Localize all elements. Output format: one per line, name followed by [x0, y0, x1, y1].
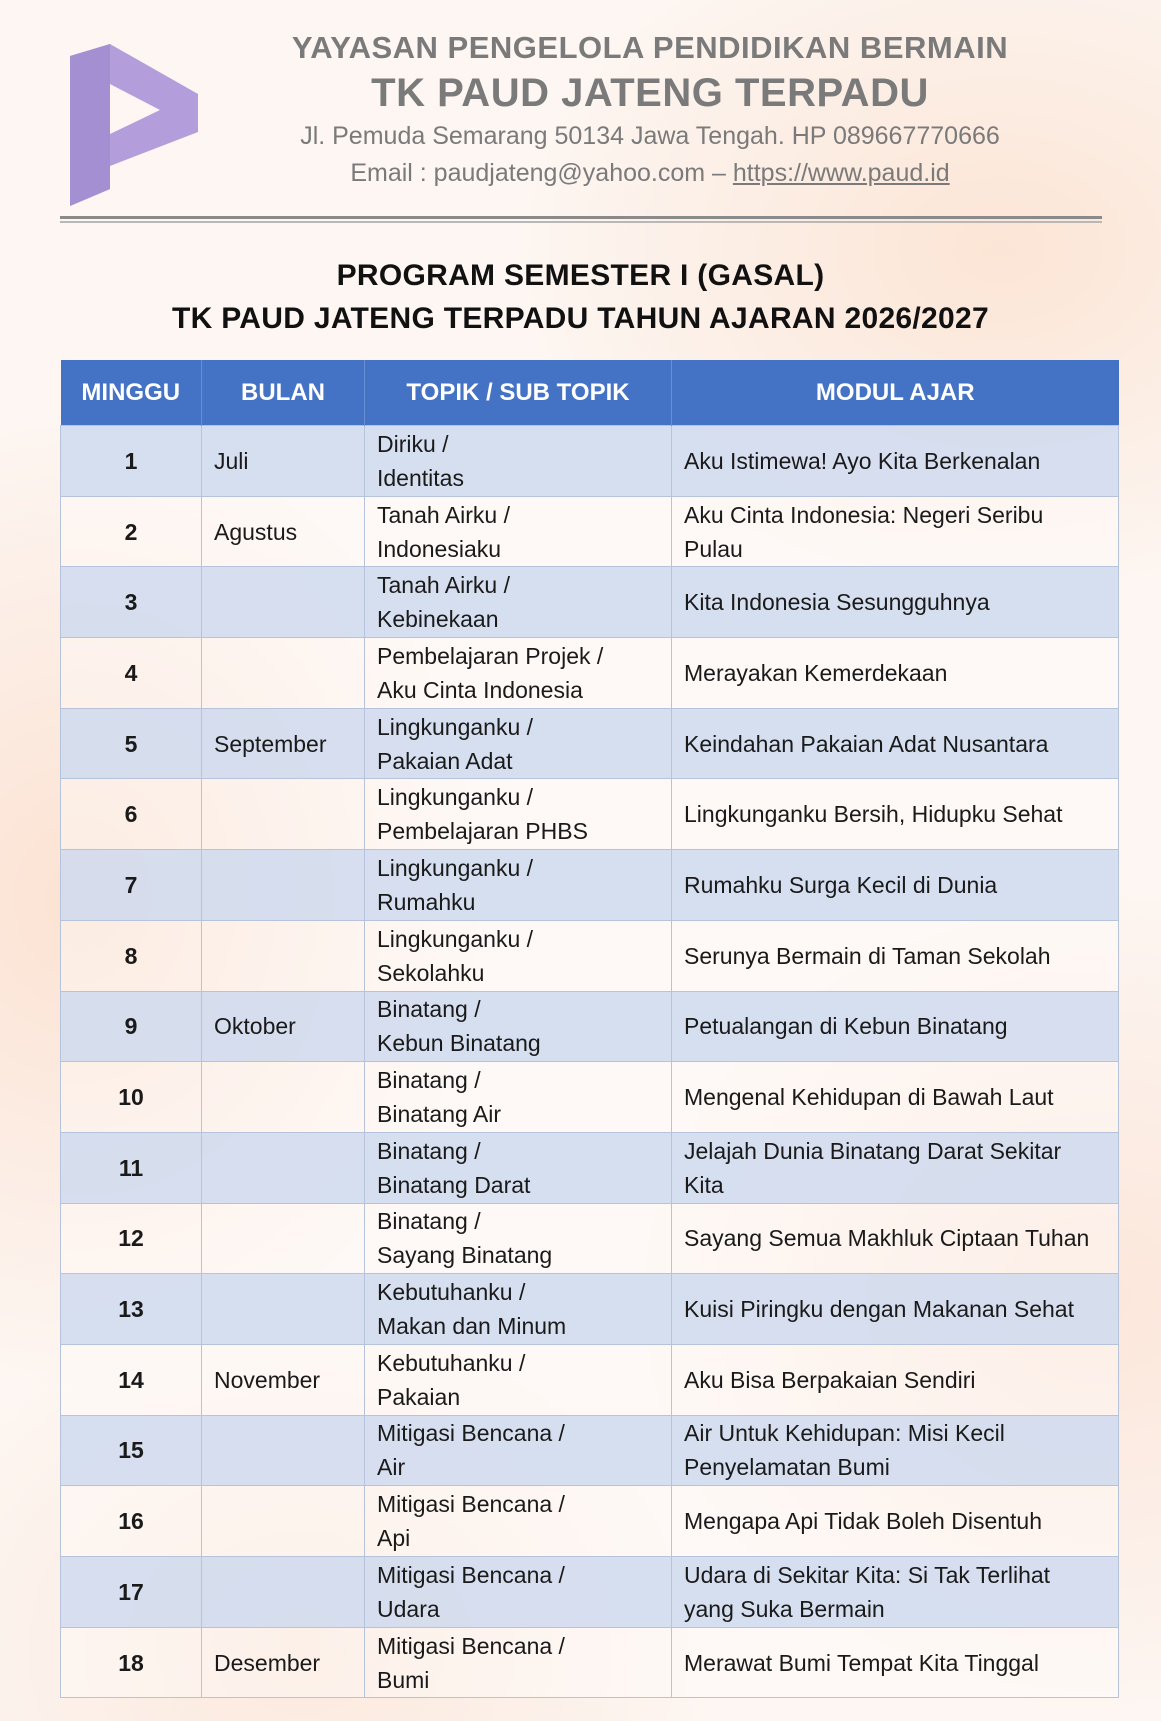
- week-cell: 11: [61, 1132, 202, 1203]
- topic-cell: [365, 991, 672, 1062]
- letterhead: [230, 28, 1070, 192]
- topic-cell: [365, 779, 672, 850]
- table-row: [61, 567, 1119, 638]
- column-header-month: BULAN: [202, 360, 365, 426]
- table-row: [61, 850, 1119, 921]
- module-cell: Merawat Bumi Tempat Kita Tinggal: [672, 1627, 1119, 1698]
- topic-text: Kebutuhanku /: [377, 1279, 526, 1306]
- topic-cell: [365, 1557, 672, 1628]
- week-cell: 8: [61, 920, 202, 991]
- table-row: [61, 1062, 1119, 1133]
- topic-text: Binatang /: [377, 996, 481, 1023]
- topic-cell: [365, 638, 672, 709]
- module-cell: Kuisi Piringku dengan Makanan Sehat: [672, 1274, 1119, 1345]
- table-row: [61, 1344, 1119, 1415]
- subtopic-text: Pakaian Adat: [377, 747, 513, 774]
- month-cell: [202, 1274, 365, 1345]
- column-header-module: MODUL AJAR: [672, 360, 1119, 426]
- module-cell: Air Untuk Kehidupan: Misi Kecil Penyelamatan Bumi: [672, 1415, 1119, 1486]
- week-cell: 14: [61, 1344, 202, 1415]
- week-cell: 5: [61, 708, 202, 779]
- topic-cell: [365, 1486, 672, 1557]
- table-row: [61, 426, 1119, 497]
- topic-cell: [365, 1344, 672, 1415]
- topic-cell: [365, 1274, 672, 1345]
- table-row: [61, 496, 1119, 567]
- school-address: Jl. Pemuda Semarang 50134 Jawa Tengah. HP 089667770666: [300, 122, 1000, 150]
- week-cell: 9: [61, 991, 202, 1062]
- topic-text: Kebutuhanku /: [377, 1349, 526, 1376]
- subtopic-text: Kebun Binatang: [377, 1030, 541, 1057]
- topic-text: Mitigasi Bencana /: [377, 1420, 565, 1447]
- week-cell: 6: [61, 779, 202, 850]
- module-cell: Petualangan di Kebun Binatang: [672, 991, 1119, 1062]
- subtopic-text: Indonesiaku: [377, 535, 502, 562]
- school-name: TK PAUD JATENG TERPADU: [371, 71, 929, 115]
- month-cell: Desember: [202, 1627, 365, 1698]
- module-cell: Udara di Sekitar Kita: Si Tak Terlihat yang Suka Bermain: [672, 1557, 1119, 1628]
- month-cell: [202, 850, 365, 921]
- module-cell: Serunya Bermain di Taman Sekolah: [672, 920, 1119, 991]
- subtopic-text: Api: [377, 1525, 411, 1552]
- table-row: [61, 638, 1119, 709]
- topic-text: Pembelajaran Projek /: [377, 642, 604, 669]
- table-row: [61, 1203, 1119, 1274]
- table-row: [61, 991, 1119, 1062]
- column-header-week: MINGGU: [61, 360, 202, 426]
- school-contact: [230, 155, 1070, 192]
- subtopic-text: Pakaian: [377, 1383, 461, 1410]
- subtopic-text: Pembelajaran PHBS: [377, 818, 588, 845]
- subtopic-text: Air: [377, 1454, 406, 1481]
- header-divider-thin: [60, 221, 1102, 223]
- subtopic-text: Udara: [377, 1595, 440, 1622]
- subtopic-text: Sekolahku: [377, 959, 485, 986]
- topic-cell: [365, 850, 672, 921]
- week-cell: 2: [61, 496, 202, 567]
- module-cell: Merayakan Kemerdekaan: [672, 638, 1119, 709]
- topic-text: Diriku /: [377, 430, 449, 457]
- topic-text: Binatang /: [377, 1067, 481, 1094]
- foundation-name: YAYASAN PENGELOLA PENDIDIKAN BERMAIN: [291, 30, 1009, 65]
- module-cell: Sayang Semua Makhluk Ciptaan Tuhan: [672, 1203, 1119, 1274]
- month-cell: [202, 1132, 365, 1203]
- week-cell: 3: [61, 567, 202, 638]
- week-cell: 1: [61, 426, 202, 497]
- subtopic-text: Binatang Darat: [377, 1171, 531, 1198]
- module-cell: Aku Bisa Berpakaian Sendiri: [672, 1344, 1119, 1415]
- topic-text: Lingkunganku /: [377, 784, 534, 811]
- header-divider: [60, 216, 1102, 219]
- module-cell: Kita Indonesia Sesungguhnya: [672, 567, 1119, 638]
- table-row: [61, 920, 1119, 991]
- subtopic-text: Bumi: [377, 1666, 430, 1693]
- week-cell: 16: [61, 1486, 202, 1557]
- month-cell: [202, 920, 365, 991]
- topic-cell: [365, 708, 672, 779]
- topic-cell: [365, 567, 672, 638]
- topic-cell: [365, 1132, 672, 1203]
- week-cell: 18: [61, 1627, 202, 1698]
- topic-text: Tanah Airku /: [377, 501, 510, 528]
- title-line-1: PROGRAM SEMESTER I (GASAL): [336, 259, 825, 292]
- month-cell: [202, 1203, 365, 1274]
- table-row: [61, 1415, 1119, 1486]
- subtopic-text: Rumahku: [377, 888, 476, 915]
- module-cell: Lingkunganku Bersih, Hidupku Sehat: [672, 779, 1119, 850]
- subtopic-text: Kebinekaan: [377, 606, 499, 633]
- month-cell: [202, 638, 365, 709]
- topic-text: Lingkunganku /: [377, 925, 534, 952]
- month-cell: [202, 1062, 365, 1133]
- subtopic-text: Sayang Binatang: [377, 1242, 553, 1269]
- month-cell: Juli: [202, 426, 365, 497]
- month-cell: [202, 1415, 365, 1486]
- module-cell: Jelajah Dunia Binatang Darat Sekitar Kita: [672, 1132, 1119, 1203]
- website-link[interactable]: https://www.paud.id: [732, 159, 950, 187]
- month-cell: September: [202, 708, 365, 779]
- topic-cell: [365, 1627, 672, 1698]
- week-cell: 17: [61, 1557, 202, 1628]
- subtopic-text: Aku Cinta Indonesia: [377, 676, 583, 703]
- week-cell: 10: [61, 1062, 202, 1133]
- month-cell: [202, 1557, 365, 1628]
- topic-text: Binatang /: [377, 1137, 481, 1164]
- table-header-row: [61, 360, 1119, 426]
- module-cell: Mengenal Kehidupan di Bawah Laut: [672, 1062, 1119, 1133]
- month-cell: [202, 1486, 365, 1557]
- table-row: [61, 1627, 1119, 1698]
- week-cell: 15: [61, 1415, 202, 1486]
- topic-text: Binatang /: [377, 1208, 481, 1235]
- topic-text: Lingkunganku /: [377, 854, 534, 881]
- topic-cell: [365, 1062, 672, 1133]
- topic-text: Tanah Airku /: [377, 572, 510, 599]
- week-cell: 7: [61, 850, 202, 921]
- table-row: [61, 1557, 1119, 1628]
- module-cell: Mengapa Api Tidak Boleh Disentuh: [672, 1486, 1119, 1557]
- email-text: Email : paudjateng@yahoo.com –: [350, 159, 733, 187]
- month-cell: Oktober: [202, 991, 365, 1062]
- month-cell: [202, 567, 365, 638]
- topic-cell: [365, 1203, 672, 1274]
- topic-text: Lingkunganku /: [377, 713, 534, 740]
- module-cell: Aku Istimewa! Ayo Kita Berkenalan: [672, 426, 1119, 497]
- week-cell: 4: [61, 638, 202, 709]
- module-cell: Rumahku Surga Kecil di Dunia: [672, 850, 1119, 921]
- table-row: [61, 1486, 1119, 1557]
- paud-logo-icon: [70, 44, 210, 206]
- week-cell: 13: [61, 1274, 202, 1345]
- month-cell: [202, 779, 365, 850]
- table-row: [61, 1132, 1119, 1203]
- subtopic-text: Makan dan Minum: [377, 1313, 567, 1340]
- subtopic-text: Identitas: [377, 464, 464, 491]
- topic-text: Mitigasi Bencana /: [377, 1632, 565, 1659]
- subtopic-text: Binatang Air: [377, 1101, 502, 1128]
- week-cell: 12: [61, 1203, 202, 1274]
- semester-program-table: [60, 360, 1119, 1698]
- document-title: [0, 254, 1161, 340]
- module-cell: Aku Cinta Indonesia: Negeri Seribu Pulau: [672, 496, 1119, 567]
- topic-cell: [365, 920, 672, 991]
- module-cell: Keindahan Pakaian Adat Nusantara: [672, 708, 1119, 779]
- topic-cell: [365, 1415, 672, 1486]
- title-line-2: TK PAUD JATENG TERPADU TAHUN AJARAN 2026/2027: [172, 302, 989, 335]
- month-cell: November: [202, 1344, 365, 1415]
- topic-cell: [365, 496, 672, 567]
- column-header-topic: TOPIK / SUB TOPIK: [365, 360, 672, 426]
- topic-text: Mitigasi Bencana /: [377, 1561, 565, 1588]
- topic-text: Mitigasi Bencana /: [377, 1491, 565, 1518]
- table-row: [61, 779, 1119, 850]
- month-cell: Agustus: [202, 496, 365, 567]
- table-row: [61, 708, 1119, 779]
- table-row: [61, 1274, 1119, 1345]
- topic-cell: [365, 426, 672, 497]
